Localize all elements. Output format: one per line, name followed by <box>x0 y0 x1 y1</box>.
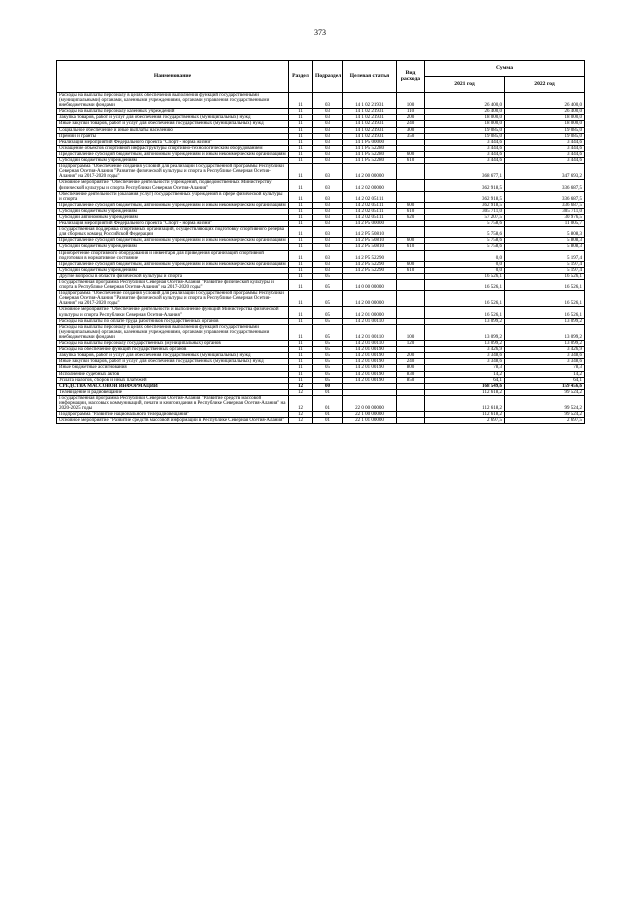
row-sum-2021: 13 099,2 <box>425 324 505 340</box>
row-name: Предоставление субсидий бюджетным, автономным учреждениям и иным некоммерческим организациям <box>57 261 289 267</box>
row-sum-2021: 3 444,6 <box>425 158 505 164</box>
row-section: 11 <box>289 250 313 261</box>
row-target-article: 14 2 P5 52290 <box>343 261 397 267</box>
row-subsection: 05 <box>313 353 343 359</box>
row-section: 11 <box>289 139 313 145</box>
row-sum-2022: 26 400,0 <box>505 109 585 115</box>
row-sum-2022: 13 099,2 <box>505 318 585 324</box>
row-target-article: 14 1 P5 52280 <box>343 145 397 151</box>
row-subsection: 05 <box>313 280 343 291</box>
row-name: Иные закупки товаров, работ и услуг для обеспечения государственных (муниципальных) нужд <box>57 359 289 365</box>
row-name: Иные бюджетные ассигнования <box>57 365 289 371</box>
row-subsection: 05 <box>313 359 343 365</box>
row-target-article: 14 2 P5 50810 <box>343 244 397 250</box>
row-target-article: 14 2 P5 50810 <box>343 238 397 244</box>
row-target-article: 14 2 01 00190 <box>343 353 397 359</box>
row-sum-2022: 347 693,2 <box>505 164 585 180</box>
header-year-2021: 2021 год <box>425 77 505 93</box>
row-name: Исполнение судебных актов <box>57 371 289 377</box>
row-sum-2022: 336 687,5 <box>505 191 585 202</box>
row-section: 11 <box>289 267 313 273</box>
row-expense-kind <box>397 164 425 180</box>
row-section: 11 <box>289 238 313 244</box>
row-expense-kind: 240 <box>397 121 425 127</box>
row-sum-2021: 362 918,5 <box>425 180 505 191</box>
row-subsection: 03 <box>313 121 343 127</box>
row-section: 11 <box>289 109 313 115</box>
row-sum-2022: 78,3 <box>505 365 585 371</box>
row-name: Государственная программа Республики Северная Осетия-Алания "Развитие средств массовой информации, массовых коммуникаций, печати и книгоиздания в Республике Северная Осетия-Алания" на 2020-2025 годы <box>57 395 289 411</box>
row-sum-2022: 30 976,5 <box>505 214 585 220</box>
row-name: Расходы на выплаты персоналу в целях обеспечения выполнения функций государственными (муниципальными) органами, казенными учреждениями, органами управления государственными внебюджетными фондами <box>57 324 289 340</box>
row-section: 11 <box>289 261 313 267</box>
table-row <box>57 227 585 238</box>
row-section: 11 <box>289 221 313 227</box>
row-subsection: 03 <box>313 238 343 244</box>
row-name: Государственная поддержка спортивных организаций, осуществляющих подготовку спортивного резерва для сборных команд Российской Федерации <box>57 227 289 238</box>
row-expense-kind: 110 <box>397 109 425 115</box>
row-target-article: 14 1 02 21931 <box>343 109 397 115</box>
row-target-article: 14 2 00 00000 <box>343 291 397 307</box>
row-expense-kind: 610 <box>397 244 425 250</box>
row-sum-2021: 0,0 <box>425 250 505 261</box>
row-target-article: 14 1 P5 52280 <box>343 151 397 157</box>
row-sum-2022: 99 524,2 <box>505 412 585 418</box>
row-subsection: 03 <box>313 133 343 139</box>
row-sum-2021: 3 348,6 <box>425 353 505 359</box>
row-name: Расходы на выплаты персоналу казенных учреждений <box>57 109 289 115</box>
row-target-article: 14 2 01 00190 <box>343 377 397 383</box>
row-name: Телевидение и радиовещание <box>57 389 289 395</box>
row-section: 11 <box>289 324 313 340</box>
row-sum-2022: 5 808,3 <box>505 238 585 244</box>
row-subsection: 05 <box>313 291 343 307</box>
row-subsection: 05 <box>313 324 343 340</box>
header-subsection: Подраздел <box>313 61 343 93</box>
table-row <box>57 395 585 411</box>
row-name: Предоставление субсидий бюджетным, автономным учреждениям и иным некоммерческим организациям <box>57 202 289 208</box>
row-sum-2021: 57 207,5 <box>425 214 505 220</box>
row-target-article: 14 2 P5 52290 <box>343 267 397 273</box>
row-expense-kind: 850 <box>397 377 425 383</box>
header-expense-kind: Вид расхода <box>397 61 425 93</box>
row-name: Субсидии бюджетным учреждениям <box>57 244 289 250</box>
row-section: 11 <box>289 359 313 365</box>
row-subsection: 03 <box>313 139 343 145</box>
row-section: 11 <box>289 191 313 202</box>
row-section: 11 <box>289 133 313 139</box>
row-subsection: 05 <box>313 347 343 353</box>
row-sum-2022: 305 711,0 <box>505 208 585 214</box>
row-section: 12 <box>289 418 313 424</box>
row-sum-2021: 78,3 <box>425 365 505 371</box>
row-section: 11 <box>289 371 313 377</box>
row-sum-2021: 16 526,1 <box>425 291 505 307</box>
row-sum-2022: 26 400,0 <box>505 93 585 109</box>
row-sum-2021: 13 099,2 <box>425 341 505 347</box>
row-target-article: 14 2 01 00190 <box>343 371 397 377</box>
row-subsection: 03 <box>313 221 343 227</box>
row-expense-kind <box>397 250 425 261</box>
row-sum-2022: 5 197,4 <box>505 261 585 267</box>
row-sum-2021: 13 099,2 <box>425 318 505 324</box>
row-sum-2022: 5 197,4 <box>505 250 585 261</box>
row-subsection: 01 <box>313 418 343 424</box>
row-section: 11 <box>289 202 313 208</box>
row-sum-2022: 3 348,6 <box>505 353 585 359</box>
row-name: Реализация мероприятий Федерального проекта "Спорт - норма жизни" <box>57 139 289 145</box>
row-sum-2021: 3 426,9 <box>425 347 505 353</box>
row-subsection: 03 <box>313 227 343 238</box>
row-name: Подпрограмма "Обеспечение создания условий для реализации Государственной программы Республики Северная Осетия-Алания "Развитие физической культуры и спорта в Республике Северная Осетия-Алания" на 2017-2020 годы" <box>57 164 289 180</box>
row-target-article: 14 2 02 05111 <box>343 208 397 214</box>
row-expense-kind: 830 <box>397 371 425 377</box>
row-sum-2021: 26 400,0 <box>425 93 505 109</box>
row-section: 11 <box>289 377 313 383</box>
row-name: Расходы на выплаты персоналу в целях обеспечения выполнения функций государственными (муниципальными) органами, казенными учреждениями, органами управления государственными внебюджетными фондами <box>57 93 289 109</box>
row-subsection: 03 <box>313 261 343 267</box>
table-row <box>57 418 585 424</box>
row-section: 11 <box>289 164 313 180</box>
row-name: Оснащение объектов спортивной инфраструктуры спортивно-технологическим оборудованием <box>57 145 289 151</box>
row-sum-2021: 2 697,5 <box>425 418 505 424</box>
row-sum-2021: 18 000,0 <box>425 121 505 127</box>
header-sum: Сумма <box>425 61 585 77</box>
row-sum-2022: 16 526,1 <box>505 280 585 291</box>
row-name: Субсидии автономным учреждениям <box>57 214 289 220</box>
table-row <box>57 250 585 261</box>
row-sum-2022: 336 687,5 <box>505 180 585 191</box>
row-sum-2021: 19 085,0 <box>425 133 505 139</box>
row-sum-2021: 362 918,5 <box>425 191 505 202</box>
row-name: Предоставление субсидий бюджетным, автономным учреждениям и иным некоммерческим организациям <box>57 238 289 244</box>
row-sum-2021: 3 348,6 <box>425 359 505 365</box>
row-expense-kind <box>397 191 425 202</box>
row-section: 11 <box>289 208 313 214</box>
row-subsection: 05 <box>313 341 343 347</box>
table-row <box>57 164 585 180</box>
row-name: Премии и гранты <box>57 133 289 139</box>
row-name: Подпрограмма "Обеспечение создания условий для реализации Государственной программы Республики Северная Осетия-Алания "Развитие физической культуры и спорта в Республике Северная Осетия-Алания" на 2017-2020 годы" <box>57 291 289 307</box>
row-section: 11 <box>289 341 313 347</box>
row-expense-kind: 240 <box>397 359 425 365</box>
row-expense-kind: 800 <box>397 365 425 371</box>
row-subsection: 01 <box>313 412 343 418</box>
row-subsection: 00 <box>313 383 343 389</box>
row-section: 11 <box>289 115 313 121</box>
row-target-article: 14 1 P5 00000 <box>343 139 397 145</box>
row-name: Расходы на обеспечение функций государственных органов <box>57 347 289 353</box>
row-expense-kind: 610 <box>397 208 425 214</box>
row-section: 11 <box>289 93 313 109</box>
row-sum-2021: 16 526,1 <box>425 280 505 291</box>
row-name: Приобретение спортивного оборудования и инвентаря для приведения организаций спортивной подготовки в нормативное состояние <box>57 250 289 261</box>
row-name: Расходы на выплаты персоналу государственных (муниципальных) органов <box>57 341 289 347</box>
row-name: Основное мероприятие "Обеспечение деятельности учреждений, подведомственных Министерству физической культуры и спорта Республики Северная Осетия-Алания" <box>57 180 289 191</box>
table-row <box>57 180 585 191</box>
row-section: 11 <box>289 365 313 371</box>
row-sum-2022: 3 426,9 <box>505 347 585 353</box>
row-section: 11 <box>289 214 313 220</box>
row-expense-kind: 600 <box>397 238 425 244</box>
row-sum-2021: 5 758,6 <box>425 221 505 227</box>
header-name: Наименование <box>57 61 289 93</box>
row-target-article: 14 2 P5 00000 <box>343 221 397 227</box>
row-expense-kind: 610 <box>397 158 425 164</box>
row-subsection: 05 <box>313 273 343 279</box>
row-name: Подпрограмма "Развитие национального телерадиовещания" <box>57 412 289 418</box>
row-sum-2022: 3 444,6 <box>505 145 585 151</box>
row-name: Предоставление субсидий бюджетным, автономным учреждениям и иным некоммерческим организациям <box>57 151 289 157</box>
row-sum-2021: 5 758,6 <box>425 227 505 238</box>
row-sum-2022: 3 348,6 <box>505 359 585 365</box>
row-sum-2022: 99 524,2 <box>505 389 585 395</box>
row-section: 12 <box>289 395 313 411</box>
table-row <box>57 280 585 291</box>
row-sum-2021: 16 526,1 <box>425 307 505 318</box>
row-target-article: 14 0 00 00000 <box>343 280 397 291</box>
row-sum-2021: 368 677,1 <box>425 164 505 180</box>
row-target-article: 14 1 02 21931 <box>343 93 397 109</box>
row-target-article: 14 1 02 21931 <box>343 127 397 133</box>
row-sum-2021: 5 758,6 <box>425 238 505 244</box>
row-section: 11 <box>289 151 313 157</box>
row-name: Реализация мероприятий Федерального проекта "Спорт - норма жизни" <box>57 221 289 227</box>
row-subsection: 03 <box>313 158 343 164</box>
row-sum-2022: 18 000,0 <box>505 121 585 127</box>
header-year-2022: 2022 год <box>505 77 585 93</box>
row-section: 11 <box>289 158 313 164</box>
row-name: СРЕДСТВА МАССОВОЙ ИНФОРМАЦИИ <box>57 383 289 389</box>
row-target-article: 14 2 P5 52290 <box>343 250 397 261</box>
row-expense-kind: 100 <box>397 93 425 109</box>
row-expense-kind: 350 <box>397 133 425 139</box>
row-sum-2021: 19 085,0 <box>425 127 505 133</box>
row-sum-2022: 19 085,0 <box>505 133 585 139</box>
row-sum-2021: 0,0 <box>425 261 505 267</box>
row-sum-2022: 64,1 <box>505 377 585 383</box>
row-section: 11 <box>289 318 313 324</box>
row-sum-2022: 3 444,6 <box>505 139 585 145</box>
row-target-article: 14 2 02 05111 <box>343 214 397 220</box>
row-section: 11 <box>289 353 313 359</box>
row-section: 12 <box>289 389 313 395</box>
row-target-article: 14 1 02 21931 <box>343 133 397 139</box>
row-expense-kind <box>397 180 425 191</box>
row-sum-2022: 5 808,3 <box>505 244 585 250</box>
row-section: 11 <box>289 273 313 279</box>
row-sum-2021: 3 444,6 <box>425 145 505 151</box>
row-name: Социальное обеспечение и иные выплаты населению <box>57 127 289 133</box>
row-expense-kind: 300 <box>397 127 425 133</box>
row-section: 11 <box>289 280 313 291</box>
row-name: Обеспечение деятельности (оказания услуг) государственных учреждений в сфере физической культуры и спорта <box>57 191 289 202</box>
row-section: 11 <box>289 291 313 307</box>
row-sum-2021: 305 711,0 <box>425 208 505 214</box>
row-section: 11 <box>289 145 313 151</box>
row-subsection: 03 <box>313 127 343 133</box>
row-name: Уплата налогов, сборов и иных платежей <box>57 377 289 383</box>
row-sum-2021: 26 400,0 <box>425 109 505 115</box>
table-row <box>57 291 585 307</box>
row-target-article: 22 0 00 00000 <box>343 395 397 411</box>
row-section: 11 <box>289 121 313 127</box>
row-target-article: 14 2 01 00190 <box>343 365 397 371</box>
row-name: Иные закупки товаров, работ и услуг для обеспечения государственных (муниципальных) нужд <box>57 121 289 127</box>
row-expense-kind: 620 <box>397 214 425 220</box>
row-sum-2021: 14,2 <box>425 371 505 377</box>
row-sum-2022: 16 526,1 <box>505 273 585 279</box>
row-name: Другие вопросы в области физической культуры и спорта <box>57 273 289 279</box>
row-section: 12 <box>289 383 313 389</box>
row-sum-2021: 112 618,2 <box>425 412 505 418</box>
row-subsection: 03 <box>313 164 343 180</box>
row-target-article: 14 2 01 00190 <box>343 359 397 365</box>
row-expense-kind <box>397 227 425 238</box>
row-sum-2022: 13 099,2 <box>505 341 585 347</box>
row-subsection: 01 <box>313 389 343 395</box>
row-expense-kind: 200 <box>397 353 425 359</box>
row-sum-2022: 19 085,0 <box>505 127 585 133</box>
row-sum-2021: 18 000,0 <box>425 115 505 121</box>
table-body <box>57 93 585 424</box>
row-subsection: 03 <box>313 244 343 250</box>
row-subsection: 03 <box>313 191 343 202</box>
row-target-article: 14 2 01 00110 <box>343 341 397 347</box>
row-section: 11 <box>289 127 313 133</box>
row-target-article: 22 1 00 00000 <box>343 412 397 418</box>
row-name: Расходы на выплаты по оплате труда работников государственных органов <box>57 318 289 324</box>
row-subsection: 03 <box>313 208 343 214</box>
row-sum-2022: 16 526,1 <box>505 307 585 318</box>
row-expense-kind: 600 <box>397 151 425 157</box>
row-section: 11 <box>289 347 313 353</box>
row-expense-kind <box>397 395 425 411</box>
row-subsection: 05 <box>313 365 343 371</box>
row-sum-2022: 14,2 <box>505 371 585 377</box>
table-row <box>57 324 585 340</box>
row-sum-2022: 3 444,6 <box>505 151 585 157</box>
row-target-article: 14 2 01 00110 <box>343 324 397 340</box>
row-sum-2021: 112 618,2 <box>425 389 505 395</box>
row-sum-2022: 159 456,6 <box>505 383 585 389</box>
table-row <box>57 307 585 318</box>
row-sum-2021: 16 526,1 <box>425 273 505 279</box>
row-target-article: 14 2 01 00190 <box>343 347 397 353</box>
row-sum-2021: 0,0 <box>425 267 505 273</box>
row-target-article: 14 2 02 05111 <box>343 202 397 208</box>
row-name: Закупка товаров, работ и услуг для обеспечения государственных (муниципальных) нужд <box>57 115 289 121</box>
row-sum-2022: 16 526,1 <box>505 291 585 307</box>
row-expense-kind: 200 <box>397 115 425 121</box>
row-sum-2022: 18 000,0 <box>505 115 585 121</box>
row-name: Субсидии бюджетным учреждениям <box>57 267 289 273</box>
row-expense-kind: 120 <box>397 341 425 347</box>
row-name: Субсидии бюджетным учреждениям <box>57 158 289 164</box>
row-target-article: 14 2 01 00110 <box>343 318 397 324</box>
row-target-article: 14 2 01 00000 <box>343 307 397 318</box>
row-sum-2021: 5 758,6 <box>425 244 505 250</box>
row-target-article: 14 2 02 00000 <box>343 180 397 191</box>
row-sum-2022: 5 197,4 <box>505 267 585 273</box>
row-sum-2021: 3 444,6 <box>425 151 505 157</box>
row-section: 12 <box>289 412 313 418</box>
row-name: Субсидии бюджетным учреждениям <box>57 208 289 214</box>
row-target-article: 14 2 00 00000 <box>343 164 397 180</box>
row-section: 11 <box>289 180 313 191</box>
row-sum-2022: 3 444,6 <box>505 158 585 164</box>
row-subsection: 03 <box>313 267 343 273</box>
row-sum-2022: 11 005,7 <box>505 221 585 227</box>
row-subsection: 03 <box>313 145 343 151</box>
row-name: Государственная программа Республики Северная Осетия-Алания "Развитие физической культуры и спорта в Республике Северная Осетия-Алания" на 2017-2020 годы" <box>57 280 289 291</box>
row-expense-kind: 600 <box>397 202 425 208</box>
row-sum-2022: 5 808,3 <box>505 227 585 238</box>
row-section: 11 <box>289 227 313 238</box>
row-subsection: 03 <box>313 109 343 115</box>
row-expense-kind <box>397 307 425 318</box>
row-subsection: 05 <box>313 371 343 377</box>
table-row <box>57 93 585 109</box>
row-sum-2022: 336 687,5 <box>505 202 585 208</box>
row-sum-2021: 3 444,6 <box>425 139 505 145</box>
row-subsection: 03 <box>313 180 343 191</box>
row-target-article: 14 1 02 21931 <box>343 115 397 121</box>
row-target-article: 14 1 P5 52280 <box>343 158 397 164</box>
row-name: Закупка товаров, работ и услуг для обеспечения государственных (муниципальных) нужд <box>57 353 289 359</box>
row-subsection: 03 <box>313 151 343 157</box>
row-sum-2022: 2 697,5 <box>505 418 585 424</box>
row-expense-kind: 600 <box>397 261 425 267</box>
row-subsection: 03 <box>313 115 343 121</box>
row-section: 11 <box>289 307 313 318</box>
row-subsection: 05 <box>313 307 343 318</box>
row-expense-kind <box>397 418 425 424</box>
row-expense-kind: 610 <box>397 267 425 273</box>
row-target-article: 14 2 02 05111 <box>343 191 397 202</box>
row-name: Основное мероприятие "Развитие средств массовой информации в Республике Северная Осетия-Алания" <box>57 418 289 424</box>
row-subsection: 05 <box>313 318 343 324</box>
row-subsection: 05 <box>313 377 343 383</box>
row-expense-kind <box>397 291 425 307</box>
row-expense-kind <box>397 280 425 291</box>
table-row <box>57 191 585 202</box>
header-target-article: Целевая статья <box>343 61 397 93</box>
row-sum-2022: 99 524,2 <box>505 395 585 411</box>
row-subsection: 03 <box>313 214 343 220</box>
page-number: 373 <box>314 28 326 37</box>
row-subsection: 03 <box>313 202 343 208</box>
row-target-article: 14 1 02 21931 <box>343 121 397 127</box>
row-sum-2021: 362 918,5 <box>425 202 505 208</box>
budget-table <box>56 60 585 424</box>
row-sum-2021: 112 618,2 <box>425 395 505 411</box>
row-expense-kind: 100 <box>397 324 425 340</box>
row-subsection: 03 <box>313 250 343 261</box>
row-subsection: 03 <box>313 93 343 109</box>
row-sum-2021: 64,1 <box>425 377 505 383</box>
header-section: Раздел <box>289 61 313 93</box>
row-name: Основное мероприятие "Обеспечение деятельности и выполнение функций Министерства физической культуры и спорта Республики Северная Осетия-Алания" <box>57 307 289 318</box>
row-sum-2021: 168 549,6 <box>425 383 505 389</box>
row-target-article: 22 1 01 00000 <box>343 418 397 424</box>
row-sum-2022: 13 099,2 <box>505 324 585 340</box>
row-subsection: 01 <box>313 395 343 411</box>
row-section: 11 <box>289 244 313 250</box>
row-target-article: 14 2 P5 50810 <box>343 227 397 238</box>
